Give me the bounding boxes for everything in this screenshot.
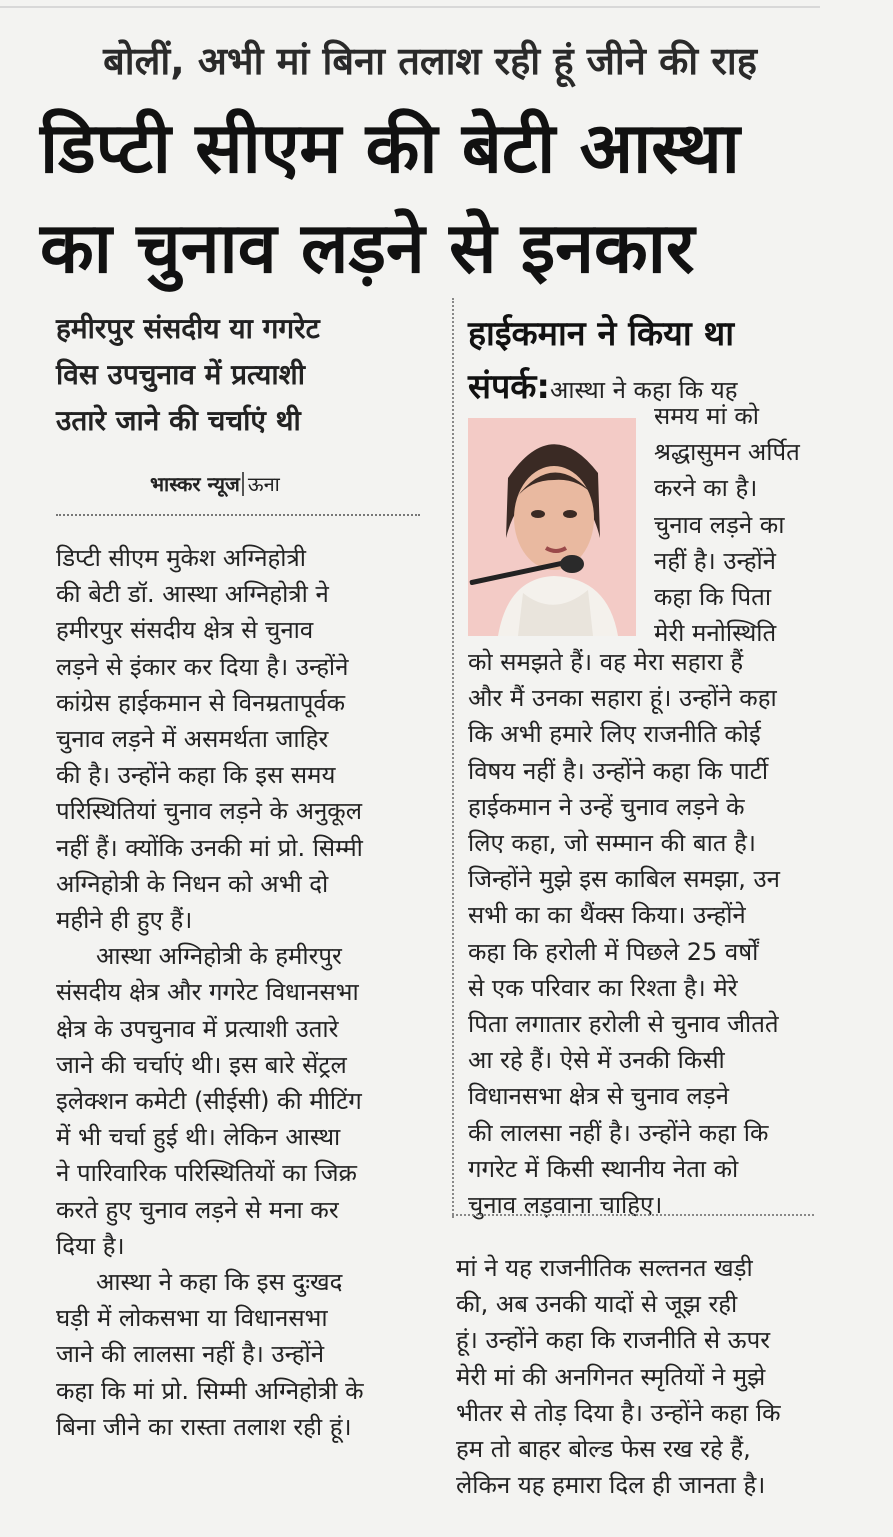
sub-deck-line-2: विस उपचुनाव में प्रत्याशी	[56, 358, 305, 391]
text-line: से एक परिवार का रिश्ता है। मेरे	[468, 973, 738, 1002]
text-line: चुनाव लड़वाना चाहिए।	[468, 1191, 663, 1220]
text-line: घड़ी में लोकसभा या विधानसभा	[56, 1304, 328, 1333]
column-divider	[452, 298, 454, 1218]
text-line: परिस्थितियां चुनाव लड़ने के अनुकूल	[56, 797, 362, 826]
box-heading: हाईकमान ने किया था	[468, 314, 735, 354]
portrait-illustration	[468, 418, 636, 636]
text-line: की लालसा नहीं है। उन्होंने कहा कि	[468, 1118, 769, 1147]
text-line: जाने की चर्चाएं थी। इस बारे सेंट्रल	[56, 1050, 347, 1079]
portrait-photo	[468, 418, 636, 636]
byline-divider	[56, 514, 420, 516]
text-line: समय मां को	[654, 402, 759, 430]
text-line: श्रद्धासुमन अर्पित	[654, 438, 800, 467]
text-line: चुनाव लड़ने में असमर्थता जाहिर	[56, 725, 329, 754]
text-line: करते हुए चुनाव लड़ने से मना कर	[56, 1195, 339, 1224]
text-line: की, अब उनकी यादों से जूझ रही	[456, 1290, 738, 1319]
text-line: कांग्रेस हाईकमान से विनम्रतापूर्वक	[56, 688, 346, 717]
text-line: संसदीय क्षेत्र और गगरेट विधानसभा	[56, 978, 359, 1007]
headline-line-2: का चुनाव लड़ने से इनकार	[40, 207, 695, 289]
box-bottom-divider	[452, 1214, 814, 1216]
text-line: डिप्टी सीएम मुकेश अग्निहोत्री	[56, 544, 306, 572]
headline-line-1: डिप्टी सीएम की बेटी आस्था	[40, 107, 740, 189]
byline-source: भास्कर न्यूज	[150, 472, 240, 496]
text-line: गगरेट में किसी स्थानीय नेता को	[468, 1154, 739, 1183]
text-line: नहीं है। उन्होंने	[654, 546, 776, 575]
text-line: मां ने यह राजनीतिक सल्तनत खड़ी	[456, 1254, 753, 1282]
text-line: हमीरपुर संसदीय क्षेत्र से चुनाव	[56, 616, 314, 645]
box-lead-bold: संपर्क:	[468, 367, 551, 407]
text-line: लेकिन यह हमारा दिल ही जानता है।	[456, 1471, 766, 1500]
text-line: में भी चर्चा हुई थी। लेकिन आस्था	[56, 1123, 341, 1152]
text-line: कहा कि हरोली में पिछले 25 वर्षों	[468, 937, 759, 966]
box-lead-text: आस्था ने कहा कि यह	[550, 376, 738, 404]
left-column	[56, 540, 426, 1445]
text-line: आ रहे हैं। ऐसे में उनकी किसी	[468, 1046, 725, 1075]
text-line: अग्निहोत्री के निधन को अभी दो	[56, 869, 329, 898]
text-line: की है। उन्होंने कहा कि इस समय	[56, 761, 336, 790]
text-line: मेरी मनोस्थिति	[654, 619, 777, 648]
text-line: विषय नहीं है। उन्होंने कहा कि पार्टी	[468, 756, 769, 785]
text-line: जाने की लालसा नहीं है। उन्होंने	[56, 1340, 325, 1369]
text-line: महीने ही हुए हैं।	[56, 906, 193, 935]
text-line: नहीं हैं। क्योंकि उनकी मां प्रो. सिम्मी	[56, 833, 363, 862]
text-line: लड़ने से इंकार कर दिया है। उन्होंने	[56, 652, 349, 681]
text-line: चुनाव लड़ने का	[654, 510, 785, 539]
headline	[40, 98, 840, 298]
text-line: कहा कि पिता	[654, 583, 772, 612]
text-line: इलेक्शन कमेटी (सीईसी) की मीटिंग	[56, 1087, 362, 1116]
byline	[150, 470, 280, 497]
kicker: बोलीं, अभी मां बिना तलाश रही हूं जीने की राह	[103, 39, 757, 83]
text-line: आस्था अग्निहोत्री के हमीरपुर	[96, 942, 342, 971]
text-line: हम तो बाहर बोल्ड फेस रख रहे हैं,	[456, 1435, 751, 1464]
text-line: विधानसभा क्षेत्र से चुनाव लड़ने	[468, 1082, 729, 1111]
text-line: को समझते हैं। वह मेरा सहारा हैं	[468, 648, 744, 676]
text-line: आस्था ने कहा कि इस दुःखद	[96, 1268, 343, 1297]
text-line: हूं। उन्होंने कहा कि राजनीति से ऊपर	[456, 1326, 771, 1355]
text-line: दिया है।	[56, 1231, 125, 1260]
box-below-photo	[468, 644, 814, 1223]
text-line: सभी का का थैंक्स किया। उन्होंने	[468, 901, 746, 930]
text-line: की बेटी डॉ. आस्था अग्निहोत्री ने	[56, 580, 329, 609]
text-line: और मैं उनका सहारा हूं। उन्होंने कहा	[468, 684, 777, 713]
text-line: क्षेत्र के उपचुनाव में प्रत्याशी उतारे	[56, 1014, 339, 1043]
text-line: कि अभी हमारे लिए राजनीति कोई	[468, 720, 761, 749]
text-line: लिए कहा, जो सम्मान की बात है।	[468, 829, 756, 858]
sub-deck	[56, 306, 426, 444]
text-line: जिन्होंने मुझे इस काबिल समझा, उन	[468, 865, 781, 894]
text-line: मेरी मां की अनगिनत स्मृतियों ने मुझे	[456, 1362, 766, 1391]
text-line: ने पारिवारिक परिस्थितियों का जिक्र	[56, 1159, 357, 1188]
box-beside-photo	[654, 398, 824, 651]
sub-deck-line-3: उतारे जाने की चर्चाएं थी	[56, 404, 301, 437]
sub-deck-line-1: हमीरपुर संसदीय या गगरेट	[56, 312, 320, 345]
text-line: हाईकमान ने उन्हें चुनाव लड़ने के	[468, 792, 745, 821]
text-line: करने का है।	[654, 474, 758, 503]
top-rule	[0, 6, 820, 8]
text-line: बिना जीने का रास्ता तलाश रही हूं।	[56, 1412, 352, 1441]
text-line: पिता लगातार हरोली से चुनाव जीतते	[468, 1010, 779, 1039]
text-line: भीतर से तोड़ दिया है। उन्होंने कहा कि	[456, 1398, 781, 1427]
text-line: कहा कि मां प्रो. सिम्मी अग्निहोत्री के	[56, 1376, 364, 1405]
right-column-bottom	[456, 1250, 826, 1503]
byline-place: ऊना	[242, 472, 280, 496]
